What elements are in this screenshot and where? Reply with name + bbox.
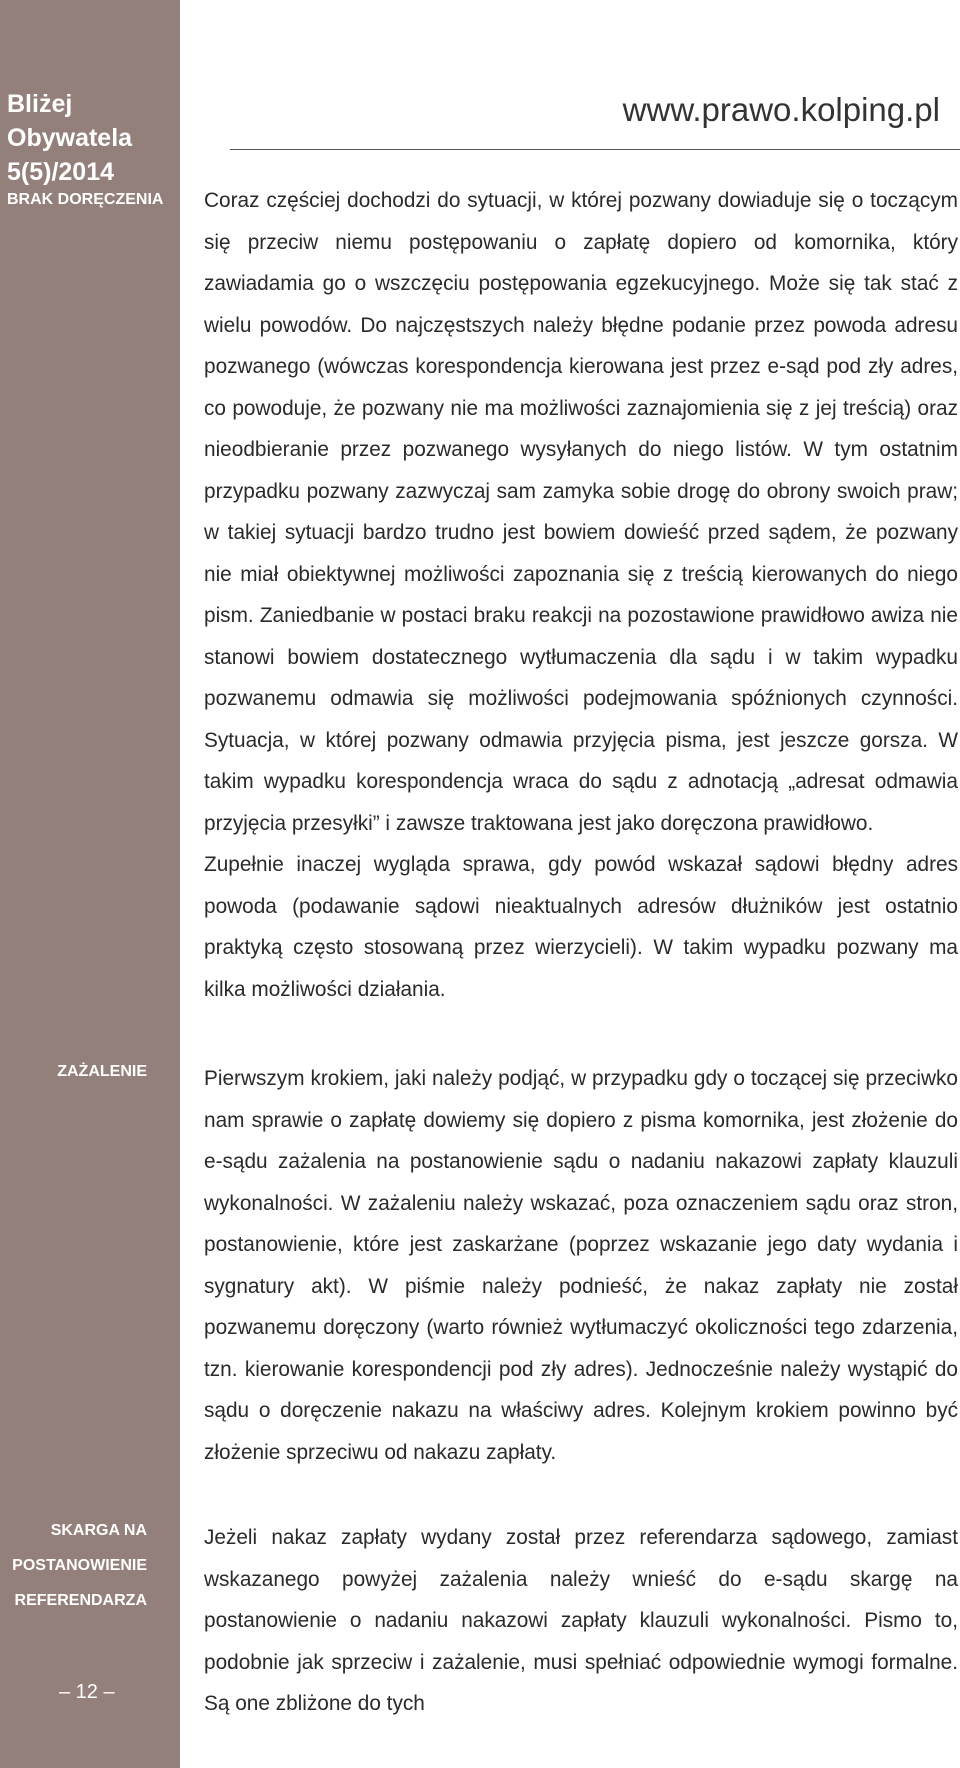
section-zazalenie [204,1058,958,1473]
section-brak-doreczenia [204,180,958,1010]
section-label-skarga-line2: POSTANOWIENIE [12,1557,147,1574]
page-number: – 12 – [59,1681,115,1703]
brand-title-line1: Bliżej [7,90,73,118]
header-divider [230,149,960,150]
paragraph: Pierwszym krokiem, jaki należy podjąć, w przypadku gdy o toczącej się przeciwko nam sprawie o zapłatę dowiemy się dopiero z pisma komornika, jest złożenie do e-sądu zażalenia na postanowienie sądu o nadaniu nakazowi zapłaty klauzuli wykonalności. W zażaleniu należy wskazać, poza oznaczeniem sądu oraz stron, postanowienie, które jest zaskarżane (poprzez wskazanie jego daty wydania i sygnatury akt). W piśmie należy podnieść, że nakaz zapłaty nie został pozwanemu doręczony (warto również wytłumaczyć okoliczności tego zdarzenia, tzn. kierowanie korespondencji pod zły adres). Jednocześnie należy wystąpić do sądu o doręczenie nakazu na właściwy adres. Kolejnym krokiem powinno być złożenie sprzeciwu od nakazu zapłaty. [204,1067,958,1464]
paragraph: Zupełnie inaczej wygląda sprawa, gdy powód wskazał sądowi błędny adres powoda (podawanie sądowi nieaktualnych adresów dłużników jest ostatnio praktyką często stosowaną przez wierzycieli). W takim wypadku pozwany ma kilka możliwości działania. [204,853,958,1001]
sidebar [0,0,180,1768]
section-label-skarga-line1: SKARGA NA [50,1522,147,1539]
section-label-skarga-line3: REFERENDARZA [14,1592,147,1609]
paragraph: Jeżeli nakaz zapłaty wydany został przez referendarza sądowego, zamiast wskazanego powyżej zażalenia należy wnieść do e-sądu skargę na postanowienie o nadaniu nakazowi zapłaty klauzuli wykonalności. Pismo to, podobnie jak sprzeciw i zażalenie, musi spełniać odpowiednie wymogi formalne. Są one zbliżone do tych [204,1526,958,1715]
section-label-zazalenie [57,1054,147,1089]
brand-block [7,87,163,211]
section-label-brak-doreczenia: BRAK DORĘCZENIA [7,191,164,208]
site-url: www.prawo.kolping.pl [622,91,940,128]
brand-title-line2: Obywatela [7,124,133,152]
issue-number: 5(5)/2014 [7,158,115,186]
section-skarga [204,1517,958,1725]
section-label-zazalenie-text: ZAŻALENIE [57,1063,147,1080]
paragraph: Coraz częściej dochodzi do sytuacji, w której pozwany dowiaduje się o toczącym się przeciw niemu postępowaniu o zapłatę dopiero od komornika, który zawiadamia go o wszczęciu postępowania egzekucyjnego. Może się tak stać z wielu powodów. Do najczęstszych należy błędne podanie przez powoda adresu pozwanego (wówczas korespondencja kierowana jest przez e-sąd pod zły adres, co powoduje, że pozwany nie ma możliwości zaznajomienia się z jej treścią) oraz nieodbieranie przez pozwanego wysyłanych do niego listów. W tym ostatnim przypadku pozwany zazwyczaj sam zamyka sobie drogę do obrony swoich praw; w takiej sytuacji bardzo trudno jest bowiem dowieść przed sądem, że pozwany nie miał obiektywnej możliwości zapoznania się z treścią kierowanych do niego pism. Zaniedbanie w postaci braku reakcji na pozostawione prawidłowo awiza nie stanowi bowiem dostatecznego wytłumaczenia dla sądu i w takim wypadku pozwanemu odmawia się możliwości podejmowania spóźnionych czynności. Sytuacja, w której pozwany odmawia przyjęcia pisma, jest jeszcze gorsza. W takim wypadku korespondencja wraca do sądu z adnotacją „adresat odmawia przyjęcia przesyłki” i zawsze traktowana jest jako doręczona prawidłowo. [204,189,958,835]
section-label-skarga [12,1513,147,1618]
